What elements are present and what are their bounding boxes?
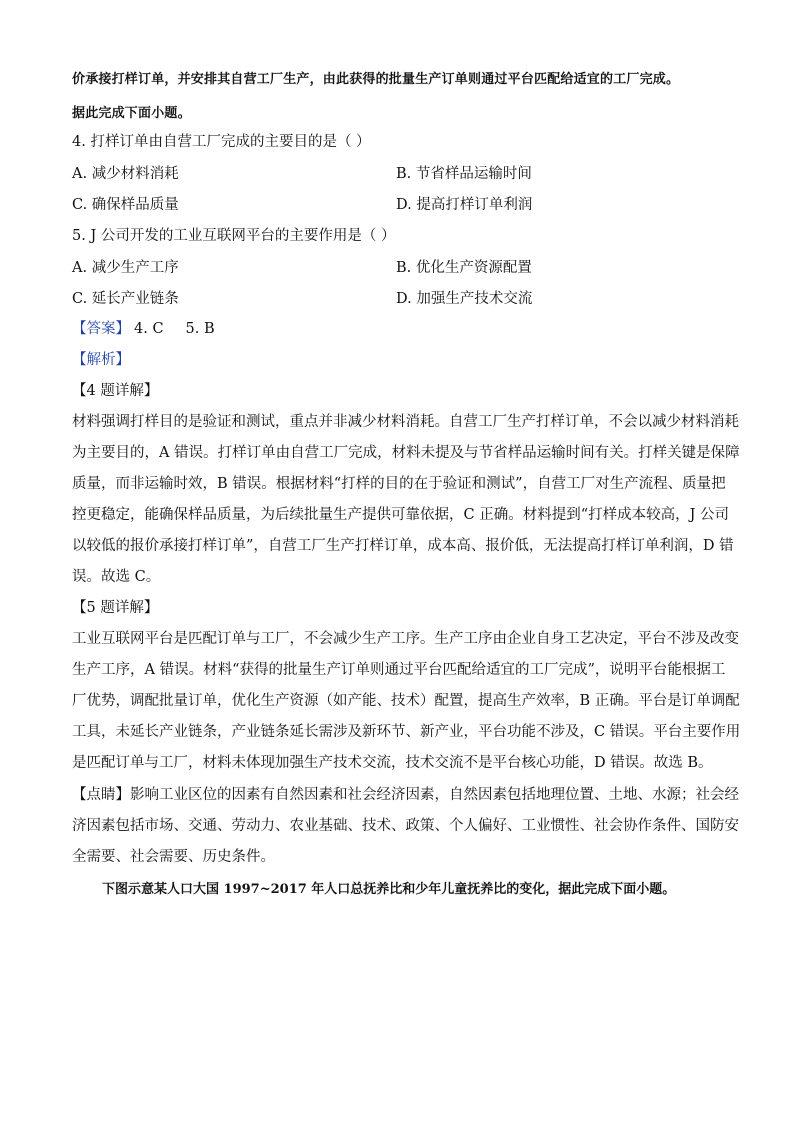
analysis-tag: 【解析】 — [72, 352, 130, 368]
q5-option-c: C. 延长产业链条 — [72, 291, 179, 307]
detail-5-line: 工具，未延长产业链条，产业链条延长需涉及新环节、新产业，平台功能不涉及，C 错误。平台主要作用 — [72, 724, 741, 740]
tip-line: 济因素包括市场、交通、劳动力、农业基础、技术、政策、个人偏好、工业惯性、社会协作条件、国防安 — [72, 818, 739, 834]
detail-4-line: 质量，而非运输时效，B 错误。根据材料“打样的目的在于验证和测试”，自营工厂对生产流程、质量把 — [72, 476, 726, 492]
q5-option-b: B. 优化生产资源配置 — [396, 260, 532, 276]
detail-4-line: 以较低的报价承接打样订单”，自营工厂生产打样订单，成本高、报价低，无法提高打样订单利润，D 错 — [72, 538, 734, 554]
detail-5-line: 厂优势，调配批量订单，优化生产资源（如产能、技术）配置，提高生产效率，B 正确。平台是订单调配 — [72, 693, 740, 709]
question-5-stem: 5. J 公司开发的工业互联网平台的主要作用是（ ） — [72, 228, 396, 244]
detail-4-line: 为主要目的，A 错误。打样订单由自营工厂完成，材料未提及与节省样品运输时间有关。打样关键是保障 — [72, 445, 740, 461]
intro-line-2: 据此完成下面小题。 — [72, 106, 191, 121]
tip-line-1 — [72, 783, 739, 804]
detail-5-tag: 【5 题详解】 — [72, 600, 159, 616]
tip-tag: 【点睛】 — [72, 787, 130, 803]
q4-option-a: A. 减少材料消耗 — [72, 166, 179, 182]
next-question-caption: 下图示意某人口大国 1997~2017 年人口总抚养比和少年儿童抚养比的变化，据此完成下面小题。 — [102, 882, 676, 897]
answer-tag: 【答案】 — [72, 321, 130, 337]
tip-text: 影响工业区位的因素有自然因素和社会经济因素，自然因素包括地理位置、土地、水源；社会经 — [130, 787, 739, 803]
answer-line — [72, 317, 215, 338]
detail-5-line: 生产工序，A 错误。材料“获得的批量生产订单则通过平台匹配给适宜的工厂完成”，说明平台能根据工 — [72, 662, 726, 678]
answer-4: 4. C — [134, 321, 164, 337]
answer-5: 5. B — [185, 321, 215, 337]
detail-5-line: 工业互联网平台是匹配订单与工厂，不会减少生产工序。生产工序由企业自身工艺决定，平台不涉及改变 — [72, 631, 739, 647]
q5-option-d: D. 加强生产技术交流 — [396, 291, 533, 307]
q4-option-c: C. 确保样品质量 — [72, 197, 179, 213]
q4-option-b: B. 节省样品运输时间 — [396, 166, 532, 182]
q4-option-d: D. 提高打样订单利润 — [396, 197, 533, 213]
detail-5-line: 是匹配订单与工厂，材料未体现加强生产技术交流，技术交流不是平台核心功能，D 错误。故选 B。 — [72, 755, 713, 771]
detail-4-line: 误。故选 C。 — [72, 569, 161, 585]
detail-4-tag: 【4 题详解】 — [72, 383, 159, 399]
tip-line: 全需要、社会需要、历史条件。 — [72, 849, 275, 865]
intro-line-1: 价承接打样订单，并安排其自营工厂生产，由此获得的批量生产订单则通过平台匹配给适宜的工厂完成。 — [72, 72, 680, 87]
detail-4-line: 材料强调打样目的是验证和测试，重点并非减少材料消耗。自营工厂生产打样订单，不会以减少材料消耗 — [72, 414, 739, 430]
q5-option-a: A. 减少生产工序 — [72, 260, 179, 276]
detail-4-line: 控更稳定，能确保样品质量，为后续批量生产提供可靠依据，C 正确。材料提到“打样成本较高，J 公司 — [72, 507, 730, 523]
question-4-stem: 4. 打样订单由自营工厂完成的主要目的是（ ） — [72, 134, 371, 150]
